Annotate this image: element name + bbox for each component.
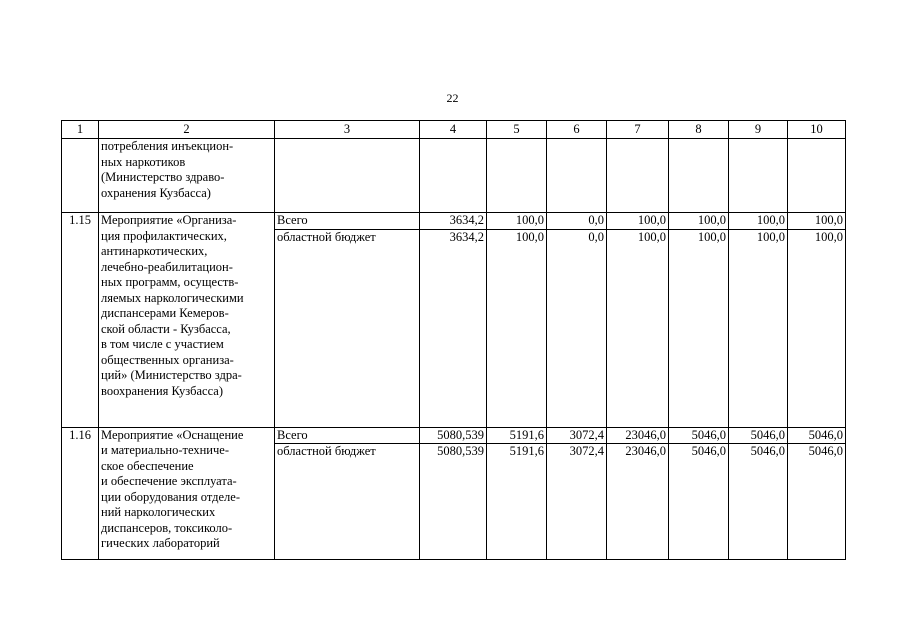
value-cell: 3634,2 xyxy=(420,229,487,427)
row-description: потребления инъекцион- ных наркотиков (Министерство здраво- охранения Кузбасса) xyxy=(99,139,275,213)
value-cell: 0,0 xyxy=(547,229,607,427)
page-number: 22 xyxy=(446,91,459,105)
value-cell: 100,0 xyxy=(607,229,669,427)
table-row xyxy=(62,427,846,444)
source-cell xyxy=(275,139,420,213)
header-cell: 9 xyxy=(729,121,788,139)
value-cell: 100,0 xyxy=(729,213,788,230)
value-cell: 100,0 xyxy=(607,213,669,230)
row-number-cell: 1.16 xyxy=(62,427,99,560)
value-cell xyxy=(487,139,547,213)
value-cell: 100,0 xyxy=(788,213,846,230)
row-number-cell xyxy=(62,139,99,213)
value-cell: 3072,4 xyxy=(547,427,607,444)
value-cell: 5046,0 xyxy=(729,444,788,560)
value-cell: 3634,2 xyxy=(420,213,487,230)
value-cell: 5046,0 xyxy=(669,444,729,560)
table-header xyxy=(62,121,846,139)
header-cell: 4 xyxy=(420,121,487,139)
header-cell: 1 xyxy=(62,121,99,139)
header-cell: 7 xyxy=(607,121,669,139)
table-row xyxy=(62,213,846,230)
header-cell: 8 xyxy=(669,121,729,139)
value-cell: 23046,0 xyxy=(607,444,669,560)
value-cell: 23046,0 xyxy=(607,427,669,444)
row-description: Мероприятие «Оснащение и материально-техниче- ское обеспечение и обеспечение эксплуата- ции оборудования отделе- ний наркологических диспансеров, токсиколо- гических лабораторий xyxy=(99,427,275,560)
value-cell: 100,0 xyxy=(788,229,846,427)
value-cell: 5080,539 xyxy=(420,444,487,560)
table-row xyxy=(62,139,846,213)
source-cell: Всего xyxy=(275,427,420,444)
value-cell: 100,0 xyxy=(669,229,729,427)
value-cell: 5191,6 xyxy=(487,444,547,560)
value-cell xyxy=(420,139,487,213)
value-cell xyxy=(669,139,729,213)
header-cell: 10 xyxy=(788,121,846,139)
value-cell xyxy=(547,139,607,213)
value-cell xyxy=(788,139,846,213)
value-cell: 100,0 xyxy=(487,213,547,230)
header-row xyxy=(62,121,846,139)
value-cell xyxy=(607,139,669,213)
value-cell: 0,0 xyxy=(547,213,607,230)
value-cell: 5191,6 xyxy=(487,427,547,444)
value-cell: 3072,4 xyxy=(547,444,607,560)
value-cell: 5046,0 xyxy=(788,444,846,560)
header-cell: 3 xyxy=(275,121,420,139)
value-cell: 5080,539 xyxy=(420,427,487,444)
value-cell: 100,0 xyxy=(669,213,729,230)
header-cell: 6 xyxy=(547,121,607,139)
source-cell: областной бюджет xyxy=(275,444,420,560)
source-cell: областной бюджет xyxy=(275,229,420,427)
header-cell: 2 xyxy=(99,121,275,139)
row-description: Мероприятие «Организа- ция профилактических, антинаркотических, лечебно-реабилитацион- ных программ, осуществ- ляемых наркологическими диспансерами Кемеров- ской области - Кузбасса, в том числе с участием общественных организа- ций» (Министерство здра- воохранения Кузбасса) xyxy=(99,213,275,428)
value-cell: 5046,0 xyxy=(669,427,729,444)
source-cell: Всего xyxy=(275,213,420,230)
budget-table xyxy=(61,120,846,560)
header-cell: 5 xyxy=(487,121,547,139)
value-cell xyxy=(729,139,788,213)
value-cell: 100,0 xyxy=(729,229,788,427)
value-cell: 5046,0 xyxy=(788,427,846,444)
value-cell: 5046,0 xyxy=(729,427,788,444)
row-number-cell: 1.15 xyxy=(62,213,99,428)
value-cell: 100,0 xyxy=(487,229,547,427)
